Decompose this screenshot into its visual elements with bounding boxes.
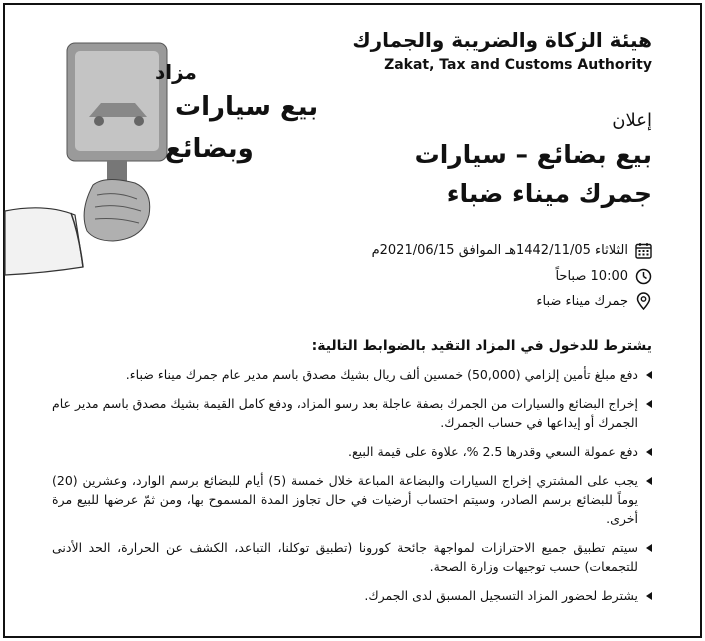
calendar-icon [634, 241, 652, 259]
condition-item: سيتم تطبيق جميع الاحترازات لمواجهة جائحة كورونا (تطبيق توكلنا، التباعد، الكشف عن الحرارة، الحد الأدنى للتجمعات) حسب توجيهات وزارة الصحة. [52, 538, 652, 576]
condition-item: دفع مبلغ تأمين إلزامي (50,000) خمسين ألف ريال بشيك مصدق باسم مدير عام جمرك ميناء ضباء. [52, 365, 652, 384]
condition-item: دفع عمولة السعي وقدرها 2.5 %، علاوة على قيمة البيع. [52, 442, 652, 461]
hand-holding-sign-icon [5, 35, 319, 275]
place-row [536, 292, 652, 310]
clock-icon [634, 267, 652, 285]
condition-item: يشترط لحضور المزاد التسجيل المسبق لدى الجمرك. [52, 586, 652, 605]
organization-name-english: Zakat, Tax and Customs Authority [384, 57, 652, 73]
conditions-heading: يشترط للدخول في المزاد التقيد بالضوابط التالية: [311, 338, 652, 354]
auction-sign-illustration [5, 35, 319, 275]
date-row [372, 241, 652, 259]
conditions-list [52, 365, 652, 615]
organization-header [352, 27, 652, 75]
auction-location: جمرك ميناء ضباء [536, 293, 628, 309]
auction-date: الثلاثاء 1442/11/05هـ الموافق 2021/06/15م [371, 242, 628, 258]
location-pin-icon [634, 292, 652, 310]
sign-line-1: مزاد [155, 60, 197, 84]
announcement-subtitle: جمرك ميناء ضباء [446, 179, 652, 208]
auction-time: 10:00 صباحاً [555, 268, 628, 284]
organization-name-arabic: هيئة الزكاة والضريبة والجمارك [352, 28, 652, 52]
sign-line-3: وبضائع [165, 134, 254, 164]
announcement-label: إعلان [612, 110, 652, 131]
sign-line-2: بيع سيارات [175, 92, 319, 122]
condition-item: يجب على المشتري إخراج السيارات والبضاعة المباعة خلال خمسة (5) أيام للبضائع برسم الوارد، وعشرين (20) يوماً للبضائع برسم الصادر، وسيتم احتساب أرضيات في حال تجاوز المدة المسموح بها، ومن ثمّ عرضها للبيع مرة أخرى. [52, 471, 652, 528]
time-row [555, 267, 652, 285]
condition-item: إخراج البضائع والسيارات من الجمرك بصفة عاجلة بعد رسو المزاد، ودفع كامل القيمة بشيك مصدق باسم مدير عام الجمرك أو إيداعها في حساب الجمرك. [52, 394, 652, 432]
announcement-title: بيع بضائع – سيارات [414, 140, 652, 169]
announcement-frame [3, 3, 702, 638]
